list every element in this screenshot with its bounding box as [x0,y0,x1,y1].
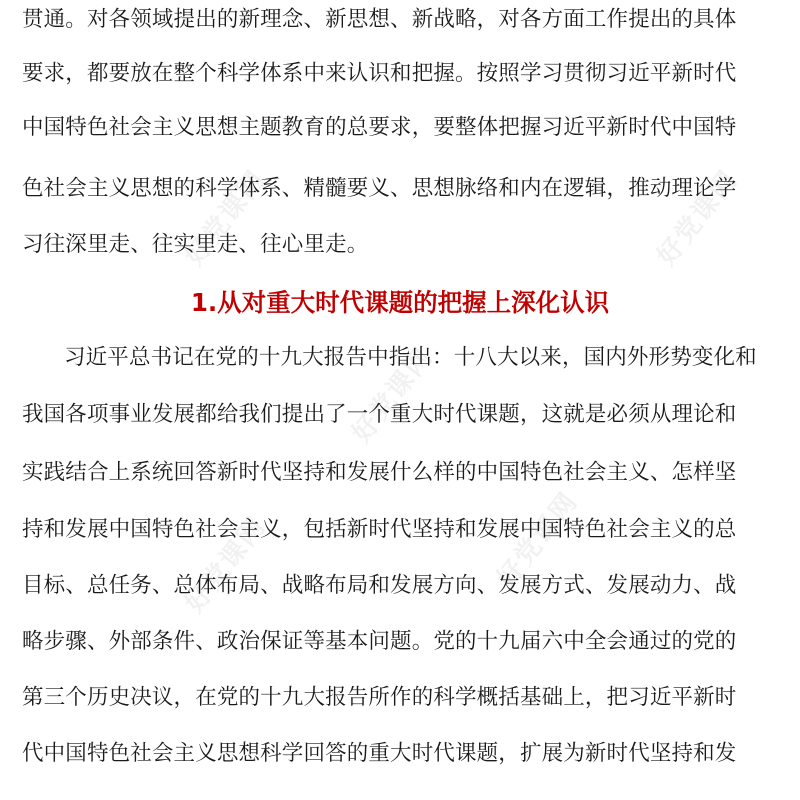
paragraph-line: 习近平总书记在党的十九大报告中指出：十八大以来，国内外形势变化和 [64,345,757,370]
watermark: 好党课网 [179,164,273,272]
paragraph-line: 要求，都要放在整个科学体系中来认识和把握。按照学习贯彻习近平新时代 [22,61,737,86]
paragraph-line: 我国各项事业发展都给我们提出了一个重大时代课题，这就是必须从理论和 [22,402,737,427]
paragraph-line: 中国特色社会主义思想主题教育的总要求，要整体把握习近平新时代中国特 [22,115,737,140]
paragraph-line: 略步骤、外部条件、政治保证等基本问题。党的十九届六中全会通过的党的 [22,629,737,654]
paragraph-line: 目标、总任务、总体布局、战略布局和发展方向、发展方式、发展动力、战 [22,573,737,598]
paragraph-line: 实践结合上系统回答新时代坚持和发展什么样的中国特色社会主义、怎样坚 [22,460,737,485]
paragraph-line: 色社会主义思想的科学体系、精髓要义、思想脉络和内在逻辑，推动理论学 [22,176,737,201]
paragraph-line: 第三个历史决议，在党的十九大报告所作的科学概括基础上，把习近平新时 [22,685,737,710]
watermark: 好党课网 [651,164,745,272]
paragraph-line: 习往深里走、往实里走、往心里走。 [22,232,369,257]
watermark: 好党课网 [346,341,440,449]
paragraph-line: 持和发展中国特色社会主义，包括新时代坚持和发展中国特色社会主义的总 [22,517,737,542]
paragraph-line: 代中国特色社会主义思想科学回答的重大时代课题，扩展为新时代坚持和发 [22,741,737,766]
watermark: 好党课网 [179,511,273,619]
paragraph-line: 贯通。对各领域提出的新理念、新思想、新战略，对各方面工作提出的具体 [22,7,737,32]
watermark: 好党课网 [491,486,585,594]
section-heading: 1.从对重大时代课题的把握上深化认识 [190,288,610,317]
